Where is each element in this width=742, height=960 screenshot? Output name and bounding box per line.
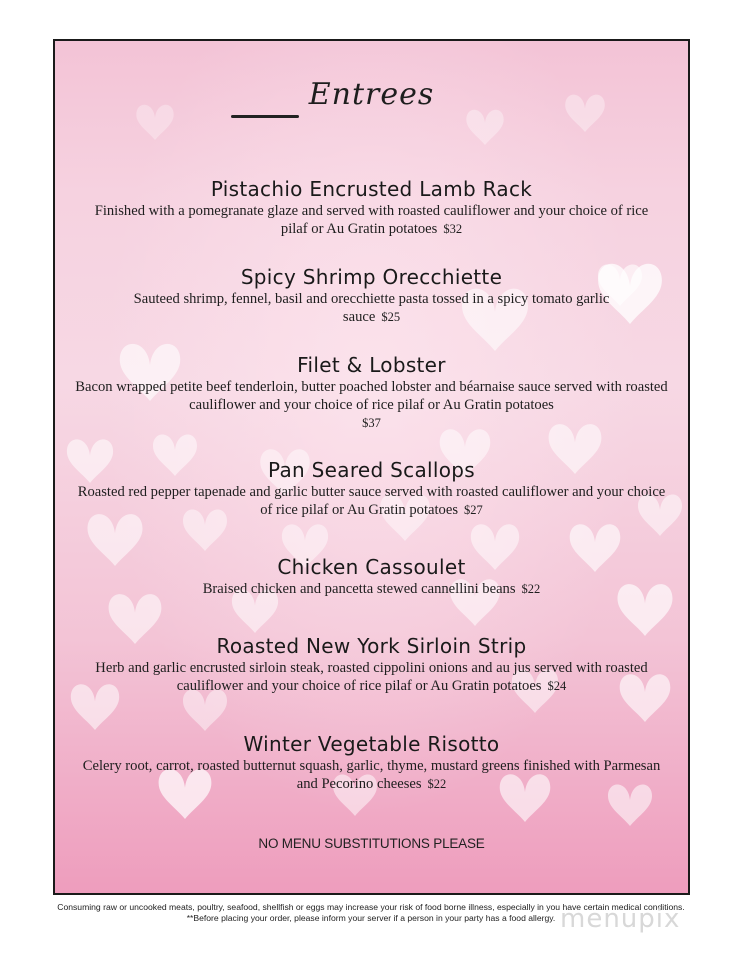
menu-item xyxy=(75,176,668,238)
menu-item xyxy=(75,633,668,695)
menu-content xyxy=(55,41,688,893)
item-description xyxy=(77,483,666,519)
menupix-watermark: menupix xyxy=(560,904,681,934)
item-price: $32 xyxy=(443,222,463,236)
disclaimer-line: Consuming raw or uncooked meats, poultry, seafood, shellfish or eggs may increase your risk of food borne illness, especially in you have certain medical conditions. xyxy=(57,902,685,912)
item-name: Pan Seared Scallops xyxy=(268,458,475,482)
item-description-text: Herb and garlic encrusted sirloin steak, roasted cippolini onions and au jus served with roasted cauliflower and your choice of rice pilaf or Au Gratin potatoes xyxy=(95,660,648,694)
page-title: Entrees xyxy=(308,77,435,112)
item-name: Winter Vegetable Risotto xyxy=(243,732,500,756)
item-name: Chicken Cassoulet xyxy=(277,555,466,579)
item-description-text: Braised chicken and pancetta stewed cannellini beans xyxy=(202,581,516,597)
item-description xyxy=(130,290,613,326)
item-description-text: Celery root, carrot, roasted butternut squash, garlic, thyme, mustard greens finished with Parmesan and Pecorino cheeses xyxy=(82,758,661,792)
item-name: Roasted New York Sirloin Strip xyxy=(216,634,527,658)
title-underline xyxy=(231,115,299,118)
item-description-text: Sauteed shrimp, fennel, basil and orecchiette pasta tossed in a spicy tomato garlic sauce xyxy=(133,291,610,325)
item-description xyxy=(75,378,668,432)
menu-item xyxy=(130,264,613,326)
substitution-note: NO MENU SUBSTITUTIONS PLEASE xyxy=(258,836,485,851)
item-price: $27 xyxy=(464,503,483,517)
item-price: $24 xyxy=(547,679,567,693)
item-price: $37 xyxy=(362,416,381,430)
item-description-text: Bacon wrapped petite beef tenderloin, butter poached lobster and béarnaise sauce served with roasted cauliflower and your choice of rice pilaf or Au Gratin potatoes xyxy=(75,379,668,413)
item-description xyxy=(75,202,668,238)
menu-item xyxy=(77,457,666,519)
menu-item xyxy=(75,352,668,432)
item-description xyxy=(75,580,668,598)
menu-frame xyxy=(53,39,690,895)
item-description xyxy=(75,757,668,793)
item-name: Spicy Shrimp Orecchiette xyxy=(240,265,503,289)
item-price: $22 xyxy=(521,582,541,596)
item-price: $22 xyxy=(427,777,447,791)
item-price: $25 xyxy=(381,310,401,324)
menu-item xyxy=(75,554,668,598)
item-description-text: Finished with a pomegranate glaze and served with roasted cauliflower and your choice of rice pilaf or Au Gratin potatoes xyxy=(94,203,649,237)
item-description xyxy=(75,659,668,695)
item-name: Filet & Lobster xyxy=(297,353,446,377)
disclaimer-line: **Before placing your order, please inform your server if a person in your party has a food allergy. xyxy=(186,913,556,923)
item-name: Pistachio Encrusted Lamb Rack xyxy=(210,177,533,201)
menu-item xyxy=(75,731,668,793)
item-description-text: Roasted red pepper tapenade and garlic butter sauce served with roasted cauliflower and your choice of rice pilaf or Au Gratin potatoes xyxy=(77,484,666,518)
